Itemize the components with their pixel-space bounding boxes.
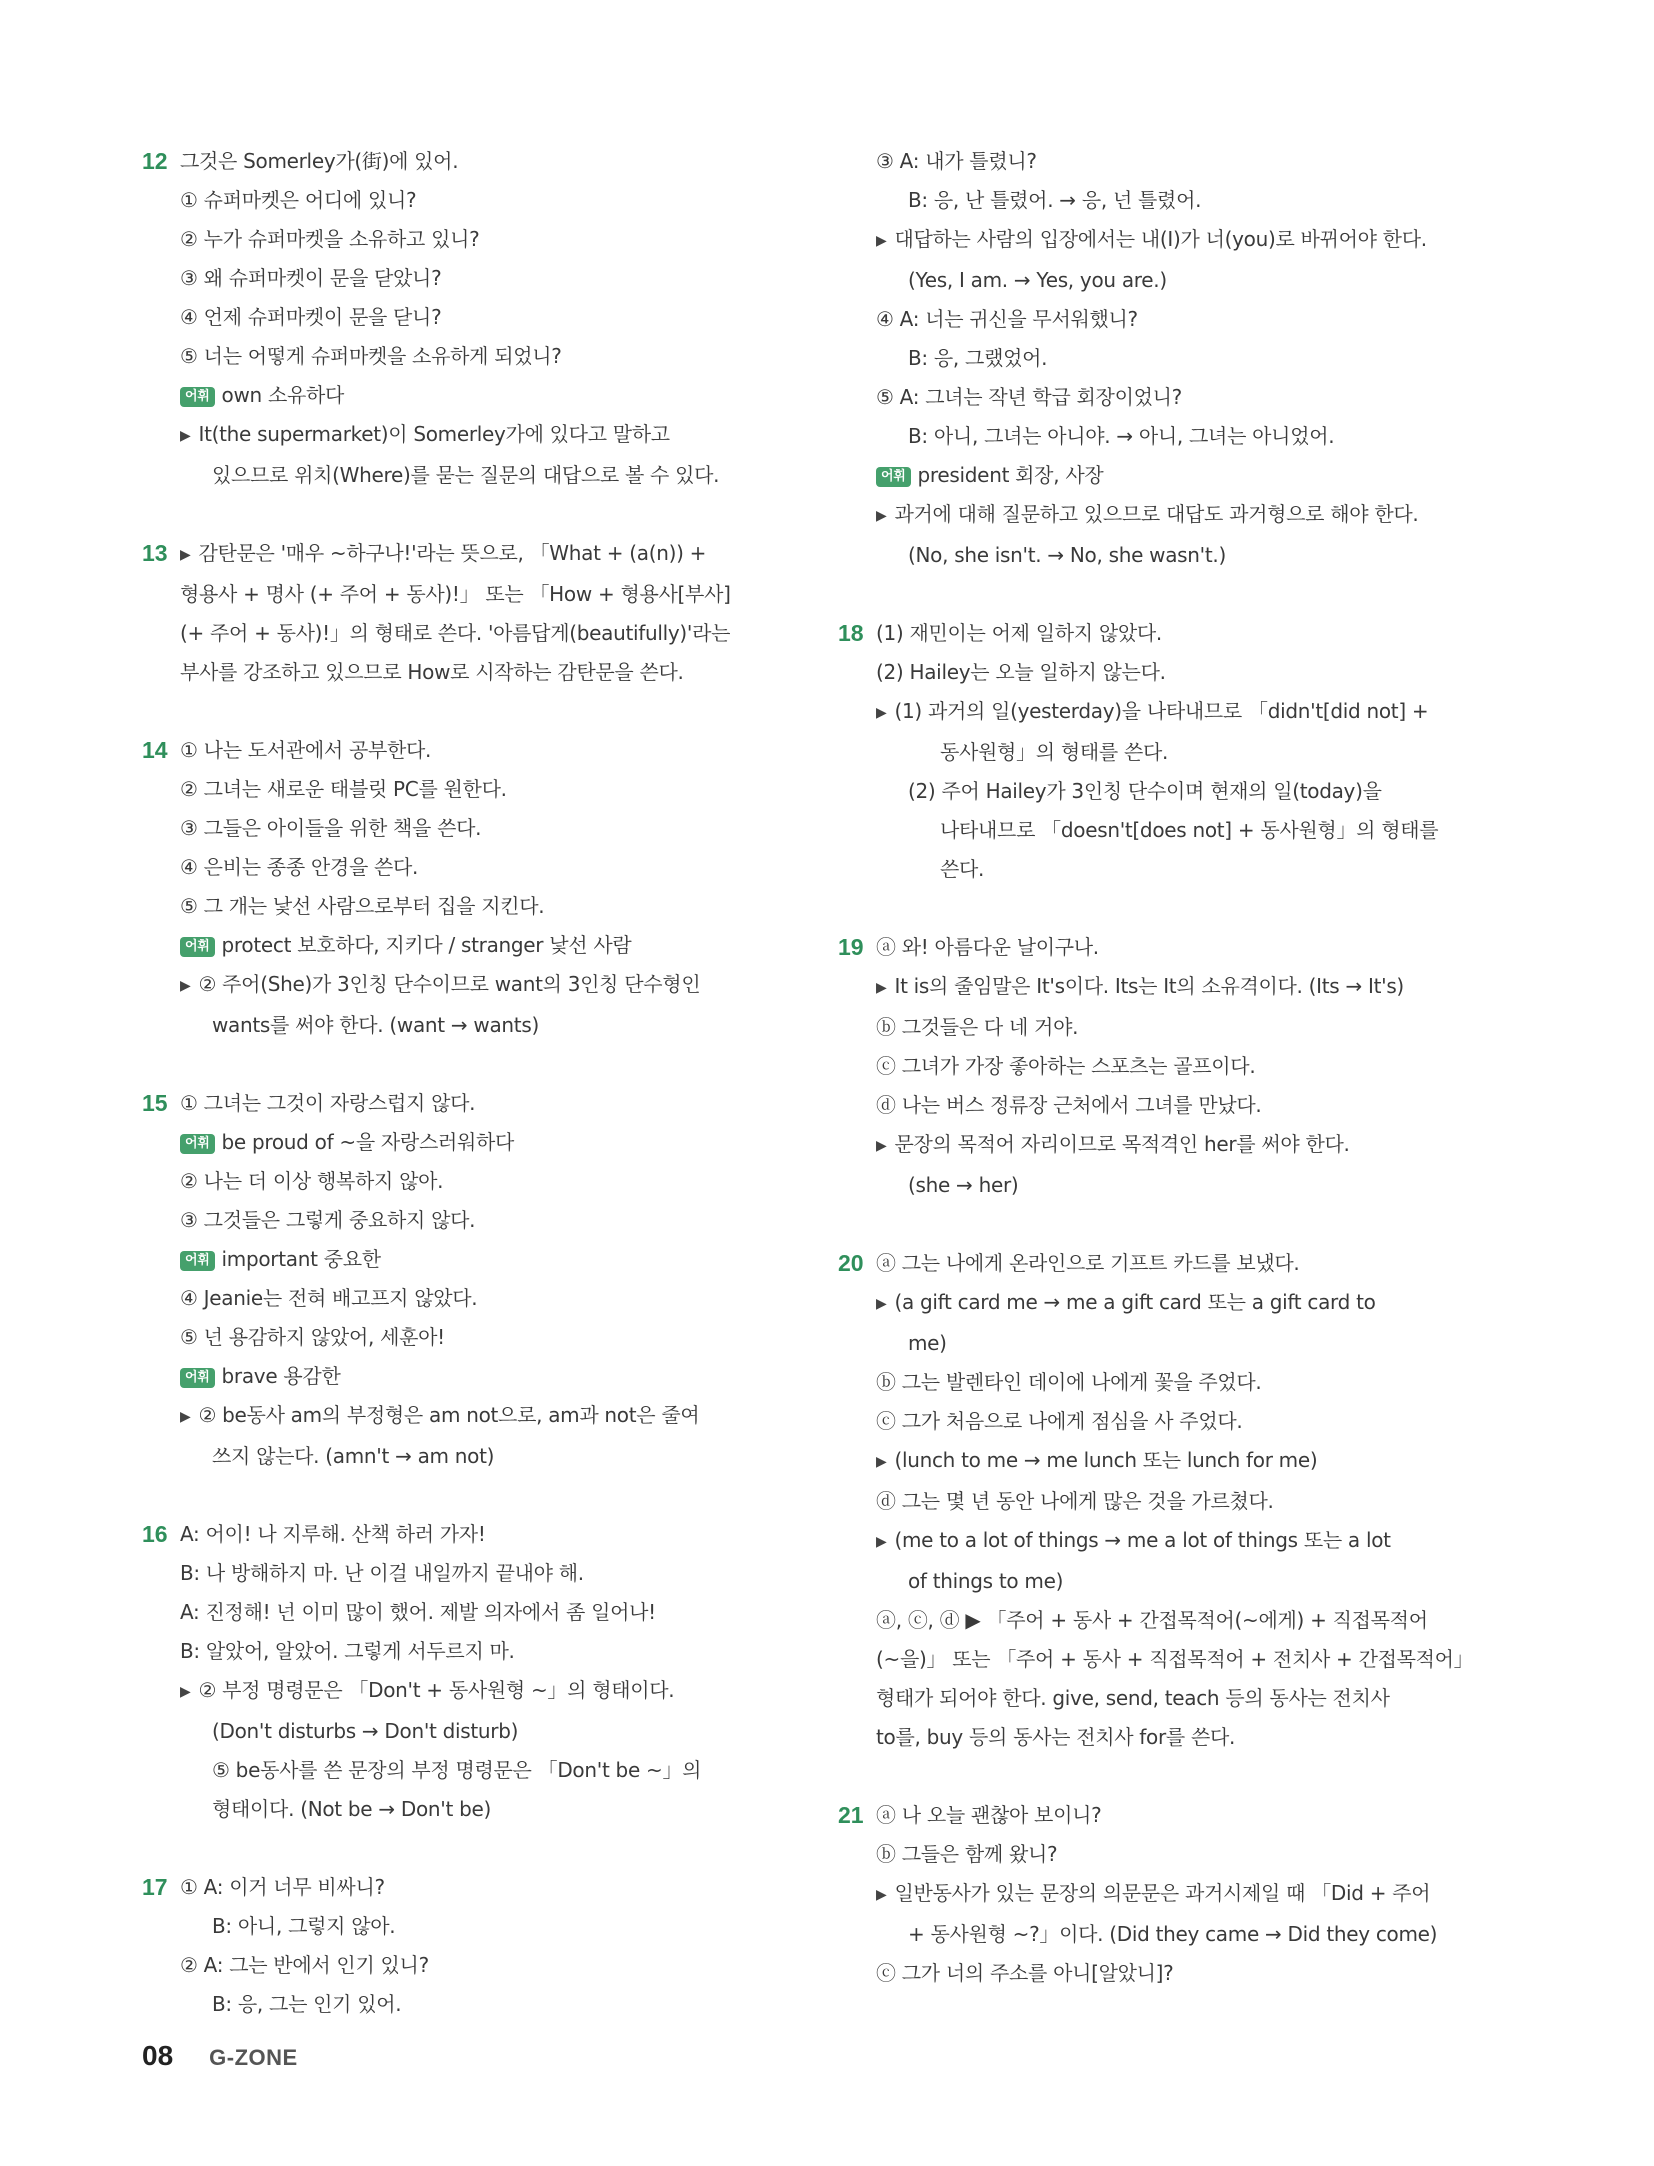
answer-line [876, 1086, 1464, 1125]
line-text: + 동사원형 ~?」이다. (Did they came → Did they come) [908, 1922, 1438, 1946]
question-18 [838, 614, 1464, 889]
line-text: ② 나는 더 이상 행복하지 않아. [180, 1169, 444, 1193]
answer-line [180, 1907, 762, 1946]
answer-line [876, 811, 1464, 850]
line-text: 문장의 목적어 자리이므로 목적격인 her를 써야 한다. [894, 1132, 1350, 1156]
answer-line [180, 965, 762, 1006]
triangle-bullet-icon: ▶ [876, 1138, 887, 1154]
answer-line [876, 417, 1464, 456]
answer-line [876, 220, 1464, 261]
line-text: (Yes, I am. → Yes, you are.) [908, 268, 1167, 292]
line-text: It(the supermarket)이 Somerley가에 있다고 말하고 [198, 422, 670, 446]
question-number: 13 [142, 540, 168, 566]
triangle-bullet-icon: ▶ [876, 1534, 887, 1550]
answer-line [180, 1084, 762, 1123]
answer-line [180, 337, 762, 376]
line-text: ⑤ be동사를 쓴 문장의 부정 명령문은 「Don't be ~」의 [212, 1758, 702, 1782]
line-text: 그것은 Somerley가(街)에 있어. [180, 149, 459, 173]
answer-line [876, 1679, 1464, 1718]
triangle-bullet-icon: ▶ [180, 978, 191, 994]
answer-line [180, 1396, 762, 1437]
answer-line [876, 1835, 1464, 1874]
line-text: 쓰지 않는다. (amn't → am not) [212, 1444, 495, 1468]
triangle-bullet-icon: ▶ [876, 1887, 887, 1903]
answer-line [876, 339, 1464, 378]
line-text: ② 주어(She)가 3인칭 단수이므로 want의 3인칭 단수형인 [198, 972, 701, 996]
triangle-bullet-icon: ▶ [180, 428, 191, 444]
vocab-badge: 어휘 [180, 1251, 215, 1271]
answer-line [876, 1874, 1464, 1915]
line-text: ⓑ 그것들은 다 네 거야. [876, 1015, 1079, 1039]
answer-line [180, 1790, 762, 1829]
answer-line [876, 1954, 1464, 1993]
answer-line [180, 534, 762, 575]
page-number: 08 [142, 2040, 174, 2071]
line-text: brave 용감한 [221, 1364, 341, 1388]
vocab-badge: 어휘 [180, 1368, 215, 1388]
line-text: ⓐ, ⓒ, ⓓ ▶ 「주어 + 동사 + 간접목적어(~에게) + 직접목적어 [876, 1608, 1428, 1632]
answer-line [180, 575, 762, 614]
line-text: ② A: 그는 반에서 인기 있니? [180, 1953, 429, 1977]
line-text: (a gift card me → me a gift card 또는 a gift card to [894, 1290, 1376, 1314]
answer-line [180, 731, 762, 770]
line-text: protect 보호하다, 지키다 / stranger 낯선 사람 [221, 933, 632, 957]
answer-line [180, 1946, 762, 1985]
answer-line [876, 142, 1464, 181]
line-text: ⓐ 와! 아름다운 날이구나. [876, 935, 1099, 959]
answer-line [180, 1437, 762, 1476]
answer-line [180, 1006, 762, 1045]
answer-line [876, 1796, 1464, 1835]
answer-line [876, 1521, 1464, 1562]
answer-line [876, 1324, 1464, 1363]
triangle-bullet-icon: ▶ [876, 1296, 887, 1312]
book-brand: G-ZONE [209, 2045, 298, 2070]
line-text: ③ 그것들은 그렇게 중요하지 않다. [180, 1208, 476, 1232]
line-text: to를, buy 등의 동사는 전치사 for를 쓴다. [876, 1725, 1236, 1749]
line-text: ② 부정 명령문은 「Don't + 동사원형 ~」의 형태이다. [198, 1678, 675, 1702]
question-number: 12 [142, 148, 168, 174]
question-number: 21 [838, 1802, 864, 1828]
right-column [838, 142, 1474, 2032]
line-text: ④ 언제 슈퍼마켓이 문을 닫니? [180, 305, 442, 329]
triangle-bullet-icon: ▶ [876, 705, 887, 721]
answer-line [876, 1915, 1464, 1954]
answer-line [180, 1985, 762, 2024]
line-text: ① A: 이거 너무 비싸니? [180, 1875, 385, 1899]
question-number: 18 [838, 620, 864, 646]
line-text: ⑤ A: 그녀는 작년 학급 회장이었니? [876, 385, 1182, 409]
answer-line [876, 653, 1464, 692]
line-text: ⓐ 그는 나에게 온라인으로 기프트 카드를 보냈다. [876, 1251, 1300, 1275]
question-number: 17 [142, 1874, 168, 1900]
line-text: 대답하는 사람의 입장에서는 내(I)가 너(you)로 바뀌어야 한다. [894, 227, 1427, 251]
answer-line [180, 1671, 762, 1712]
triangle-bullet-icon: ▶ [180, 1409, 191, 1425]
line-text: 형용사 + 명사 (+ 주어 + 동사)!」 또는 「How + 형용사[부사] [180, 582, 731, 606]
answer-line [180, 181, 762, 220]
answer-line [180, 456, 762, 495]
triangle-bullet-icon: ▶ [876, 508, 887, 524]
answer-line [180, 259, 762, 298]
line-text: ⓓ 나는 버스 정류장 근처에서 그녀를 만났다. [876, 1093, 1262, 1117]
line-text: (1) 재민이는 어제 일하지 않았다. [876, 621, 1162, 645]
line-text: own 소유하다 [221, 383, 345, 407]
line-text: 쓴다. [940, 857, 985, 881]
answer-line [876, 1402, 1464, 1441]
answer-line [180, 1868, 762, 1907]
left-column [142, 142, 762, 2063]
question-17 [142, 1868, 762, 2024]
line-text: 부사를 강조하고 있으므로 How로 시작하는 감탄문을 쓴다. [180, 660, 684, 684]
answer-line [180, 770, 762, 809]
question-cont [838, 142, 1464, 575]
vocab-badge: 어휘 [180, 1134, 215, 1154]
line-text: (No, she isn't. → No, she wasn't.) [908, 543, 1226, 567]
answer-line [876, 692, 1464, 733]
line-text: (2) Hailey는 오늘 일하지 않는다. [876, 660, 1166, 684]
question-number: 14 [142, 737, 168, 763]
line-text: 일반동사가 있는 문장의 의문문은 과거시제일 때 「Did + 주어 [894, 1881, 1431, 1905]
answer-line [180, 809, 762, 848]
line-text: ⓒ 그가 너의 주소를 아니[알았니]? [876, 1961, 1174, 1985]
answer-line [180, 142, 762, 181]
question-19 [838, 928, 1464, 1205]
line-text: (she → her) [908, 1173, 1019, 1197]
line-text: me) [908, 1331, 947, 1355]
answer-line [876, 300, 1464, 339]
question-16 [142, 1515, 762, 1829]
line-text: 과거에 대해 질문하고 있으므로 대답도 과거형으로 해야 한다. [894, 502, 1419, 526]
answer-line [180, 1712, 762, 1751]
question-12 [142, 142, 762, 495]
vocab-badge: 어휘 [180, 387, 215, 407]
line-text: ① 슈퍼마켓은 어디에 있니? [180, 188, 417, 212]
answer-line [180, 1357, 762, 1396]
line-text: ① 그녀는 그것이 자랑스럽지 않다. [180, 1091, 476, 1115]
answer-line [876, 1441, 1464, 1482]
answer-line [876, 772, 1464, 811]
line-text: ⑤ 넌 용감하지 않았어, 세훈아! [180, 1325, 445, 1349]
answer-line [180, 415, 762, 456]
answer-line [876, 1363, 1464, 1402]
line-text: ⓒ 그녀가 가장 좋아하는 스포츠는 골프이다. [876, 1054, 1256, 1078]
question-number: 16 [142, 1521, 168, 1547]
answer-line [180, 1751, 762, 1790]
answer-line [876, 850, 1464, 889]
line-text: (2) 주어 Hailey가 3인칭 단수이며 현재의 일(today)을 [908, 779, 1382, 803]
line-text: ④ 은비는 종종 안경을 쓴다. [180, 855, 419, 879]
answer-line [876, 1640, 1474, 1679]
triangle-bullet-icon: ▶ [876, 233, 887, 249]
line-text: B: 응, 그는 인기 있어. [212, 1992, 402, 2016]
line-text: ② be동사 am의 부정형은 am not으로, am과 not은 줄여 [198, 1403, 700, 1427]
answer-line [876, 1482, 1464, 1521]
line-text: A: 진정해! 넌 이미 많이 했어. 제발 의자에서 좀 일어나! [180, 1600, 656, 1624]
question-20 [838, 1244, 1474, 1757]
line-text: 감탄문은 '매우 ~하구나!'라는 뜻으로, 「What + (a(n)) + [198, 541, 707, 565]
answer-line [180, 1123, 762, 1162]
answer-line [876, 261, 1464, 300]
question-number: 15 [142, 1090, 168, 1116]
vocab-badge: 어휘 [876, 467, 911, 487]
answer-line [876, 1601, 1464, 1640]
answer-line [876, 181, 1464, 220]
line-text: B: 아니, 그녀는 아니야. → 아니, 그녀는 아니었어. [908, 424, 1335, 448]
line-text: ④ A: 너는 귀신을 무서워했니? [876, 307, 1138, 331]
answer-line [876, 536, 1464, 575]
question-14 [142, 731, 762, 1045]
answer-line [876, 1562, 1464, 1601]
answer-line [876, 1166, 1464, 1205]
answer-line [180, 1240, 762, 1279]
question-number: 19 [838, 934, 864, 960]
line-text: ⑤ 그 개는 낯선 사람으로부터 집을 지킨다. [180, 894, 545, 918]
line-text: (lunch to me → me lunch 또는 lunch for me) [894, 1448, 1318, 1472]
answer-line [876, 1718, 1464, 1757]
line-text: 동사원형」의 형태를 쓴다. [940, 740, 1169, 764]
triangle-bullet-icon: ▶ [876, 980, 887, 996]
line-text: B: 알았어, 알았어. 그렇게 서두르지 마. [180, 1639, 515, 1663]
line-text: ⓑ 그들은 함께 왔니? [876, 1842, 1058, 1866]
answer-line [180, 614, 762, 653]
answer-line [876, 495, 1464, 536]
line-text: important 중요한 [221, 1247, 381, 1271]
triangle-bullet-icon: ▶ [180, 547, 191, 563]
answer-line [180, 1515, 762, 1554]
answer-line [180, 887, 762, 926]
line-text: B: 나 방해하지 마. 난 이걸 내일까지 끝내야 해. [180, 1561, 584, 1585]
answer-line [180, 220, 762, 259]
line-text: B: 아니, 그렇지 않아. [212, 1914, 396, 1938]
line-text: 나타내므로 「doesn't[does not] + 동사원형」의 형태를 [940, 818, 1439, 842]
line-text: ② 누가 슈퍼마켓을 소유하고 있니? [180, 227, 480, 251]
answer-line [876, 378, 1464, 417]
line-text: It is의 줄임말은 It's이다. Its는 It의 소유격이다. (Its → It's) [894, 974, 1404, 998]
answer-line [876, 733, 1464, 772]
answer-line [180, 1201, 762, 1240]
line-text: ⓐ 나 오늘 괜찮아 보이니? [876, 1803, 1102, 1827]
answer-line [180, 653, 762, 692]
answer-line [876, 967, 1464, 1008]
question-number: 20 [838, 1250, 864, 1276]
line-text: ⓒ 그가 처음으로 나에게 점심을 사 주었다. [876, 1409, 1243, 1433]
line-text: (me to a lot of things → me a lot of things 또는 a lot [894, 1528, 1391, 1552]
answer-line [180, 1593, 762, 1632]
line-text: ④ Jeanie는 전혀 배고프지 않았다. [180, 1286, 478, 1310]
answer-line [180, 1632, 762, 1671]
answer-line [876, 1047, 1464, 1086]
answer-line [876, 1283, 1464, 1324]
question-13 [142, 534, 762, 692]
line-text: 있으므로 위치(Where)를 묻는 질문의 대답으로 볼 수 있다. [212, 463, 720, 487]
line-text: wants를 써야 한다. (want → wants) [212, 1013, 539, 1037]
line-text: ③ 왜 슈퍼마켓이 문을 닫았니? [180, 266, 442, 290]
line-text: ③ 그들은 아이들을 위한 책을 쓴다. [180, 816, 482, 840]
line-text: 형태이다. (Not be → Don't be) [212, 1797, 491, 1821]
triangle-bullet-icon: ▶ [876, 1454, 887, 1470]
line-text: ⑤ 너는 어떻게 슈퍼마켓을 소유하게 되었니? [180, 344, 562, 368]
line-text: B: 응, 난 틀렸어. → 응, 넌 틀렸어. [908, 188, 1202, 212]
line-text: (+ 주어 + 동사)!」의 형태로 쓴다. '아름답게(beautifully)'라는 [180, 621, 731, 645]
answer-line [876, 1125, 1464, 1166]
answer-line [180, 1554, 762, 1593]
line-text: A: 어이! 나 지루해. 산책 하러 가자! [180, 1522, 486, 1546]
line-text: of things to me) [908, 1569, 1064, 1593]
vocab-badge: 어휘 [180, 937, 215, 957]
line-text: B: 응, 그랬었어. [908, 346, 1048, 370]
line-text: (Don't disturbs → Don't disturb) [212, 1719, 519, 1743]
answer-line [180, 848, 762, 887]
question-15 [142, 1084, 762, 1476]
answer-line [180, 1318, 762, 1357]
answer-line [876, 928, 1464, 967]
line-text: president 회장, 사장 [917, 463, 1104, 487]
line-text: ① 나는 도서관에서 공부한다. [180, 738, 432, 762]
answer-line [876, 614, 1464, 653]
answer-line [180, 926, 762, 965]
page-footer [142, 2040, 298, 2072]
line-text: 형태가 되어야 한다. give, send, teach 등의 동사는 전치사 [876, 1686, 1390, 1710]
triangle-bullet-icon: ▶ [180, 1684, 191, 1700]
line-text: be proud of ~을 자랑스러워하다 [221, 1130, 515, 1154]
line-text: ⓓ 그는 몇 년 동안 나에게 많은 것을 가르쳤다. [876, 1489, 1274, 1513]
line-text: (~을)」 또는 「주어 + 동사 + 직접목적어 + 전치사 + 간접목적어」 [876, 1647, 1474, 1671]
answer-line [180, 1279, 762, 1318]
answer-line [180, 298, 762, 337]
answer-line [876, 1244, 1464, 1283]
line-text: ② 그녀는 새로운 태블릿 PC를 원한다. [180, 777, 507, 801]
line-text: (1) 과거의 일(yesterday)을 나타내므로 「didn't[did not] + [894, 699, 1429, 723]
question-21 [838, 1796, 1464, 1993]
line-text: ⓑ 그는 발렌타인 데이에 나에게 꽃을 주었다. [876, 1370, 1262, 1394]
answer-line [876, 456, 1464, 495]
line-text: ③ A: 내가 틀렸니? [876, 149, 1037, 173]
answer-line [180, 1162, 762, 1201]
answer-line [180, 376, 762, 415]
answer-line [876, 1008, 1464, 1047]
